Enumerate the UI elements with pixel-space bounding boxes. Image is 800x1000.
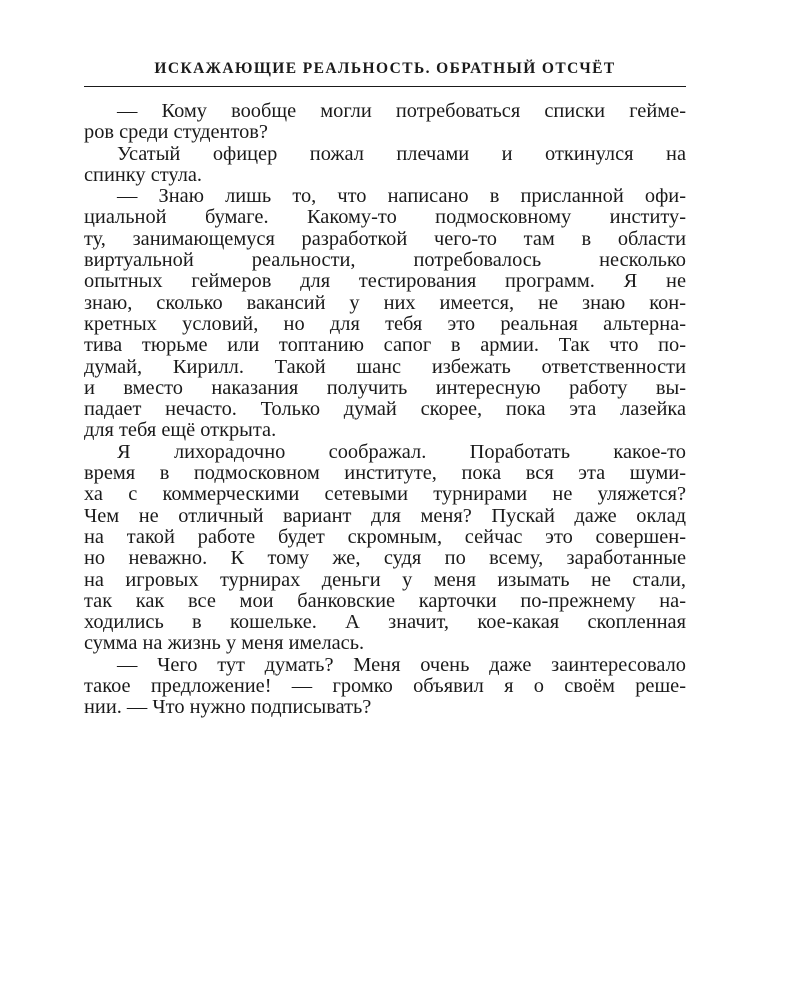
text-line: так как все мои банковские карточки по-прежнему на- <box>84 589 686 612</box>
text-line: Усатый офицер пожал плечами и откинулся на <box>117 142 686 165</box>
text-line: ту, занимающемуся разработкой чего-то там в области <box>84 227 686 250</box>
text-line: на игровых турнирах деньги у меня изымать не стали, <box>84 568 686 591</box>
text-line: тива тюрьме или топтанию сапог в армии. Так что по- <box>84 334 686 357</box>
text-line: Я лихорадочно соображал. Поработать какое-то <box>117 440 686 463</box>
running-head: ИСКАЖАЮЩИЕ РЕАЛЬНОСТЬ. ОБРАТНЫЙ ОТСЧЁТ <box>84 60 686 87</box>
body-text <box>84 101 686 719</box>
text-line: опытных геймеров для тестирования программ. Я не <box>84 270 686 293</box>
text-line: нии. — Что нужно подписывать? <box>84 696 372 719</box>
text-line: циальной бумаге. Какому-то подмосковному институ- <box>84 206 686 229</box>
text-line: и вместо наказания получить интересную работу вы- <box>84 376 686 399</box>
text-line: — Чего тут думать? Меня очень даже заинтересовало <box>117 653 686 676</box>
text-line: ров среди студентов? <box>84 121 268 144</box>
text-line: — Кому вообще могли потребоваться списки геймe- <box>117 100 686 122</box>
text-line: кретных условий, но для тебя это реальная альтерна- <box>84 312 686 335</box>
text-line: ходились в кошельке. А значит, кое-какая скопленная <box>84 611 686 634</box>
text-line: думай, Кирилл. Такой шанс избежать ответственности <box>84 355 686 378</box>
text-line: для тебя ещё открыта. <box>84 419 277 442</box>
text-line: Чем не отличный вариант для меня? Пускай даже оклад <box>84 504 686 527</box>
text-line: виртуальной реальности, потребовалось несколько <box>84 249 686 272</box>
text-line: время в подмосковном институте, пока вся эта шуми- <box>84 462 686 485</box>
text-line: падает нечасто. Только думай скорее, пока эта лазейка <box>84 398 686 421</box>
text-line: но неважно. К тому же, судя по всему, заработанные <box>84 547 686 570</box>
text-line: сумма на жизнь у меня имелась. <box>84 632 365 655</box>
text-line: такое предложение! — громко объявил я о своём реше- <box>84 675 686 698</box>
text-line: знаю, сколько вакансий у них имеется, не знаю кон- <box>84 291 686 314</box>
book-page <box>84 60 686 719</box>
text-line: ха с коммерческими сетевыми турнирами не уляжется? <box>84 483 686 506</box>
text-line: на такой работе будет скромным, сейчас это совершен- <box>84 525 686 548</box>
text-line: спинку стула. <box>84 163 203 186</box>
text-line: — Знаю лишь то, что написано в присланной офи- <box>117 185 686 208</box>
